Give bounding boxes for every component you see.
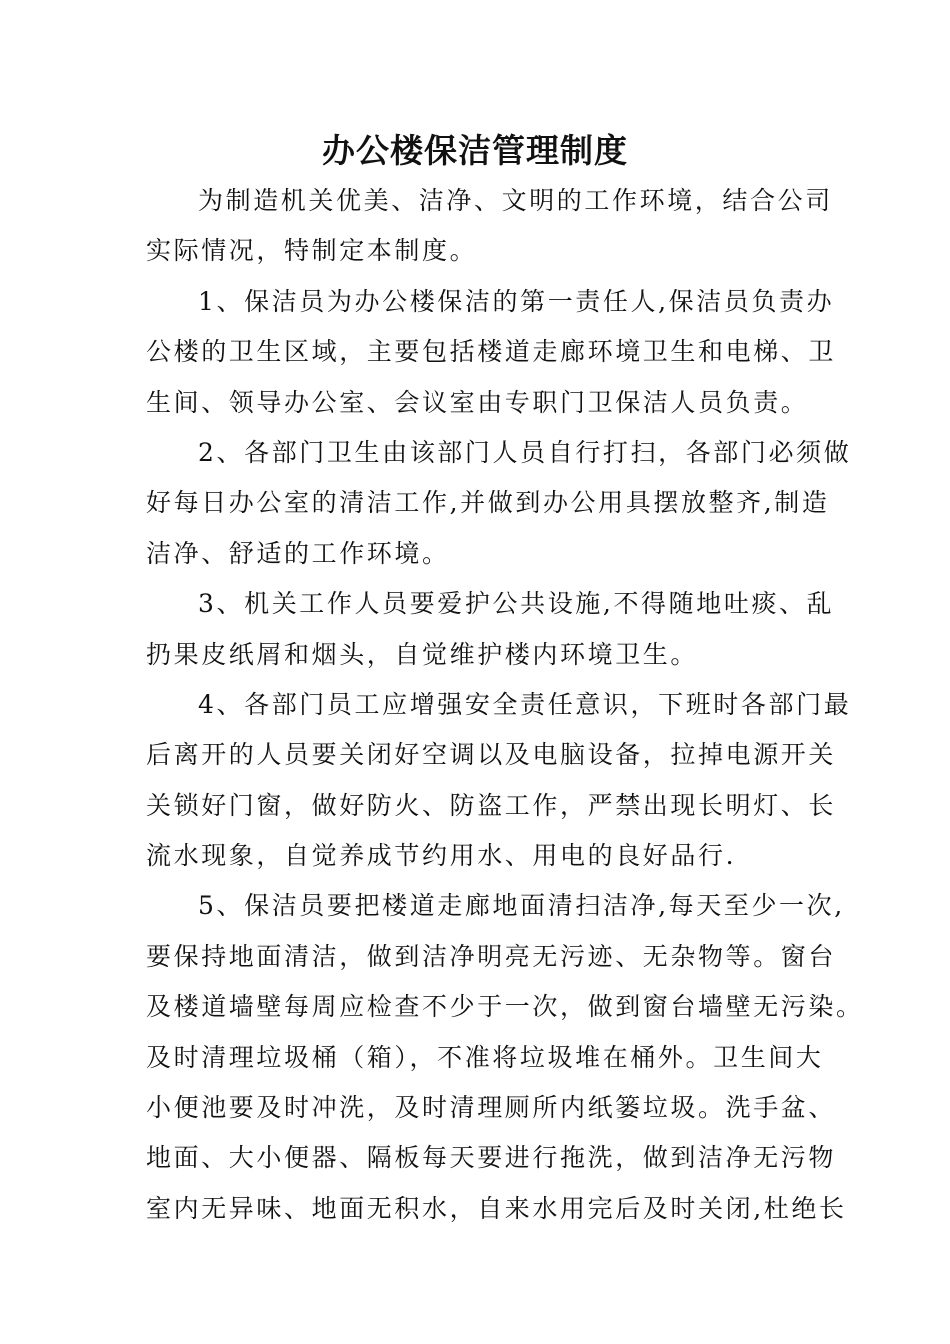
paragraph-line: 洁净、舒适的工作环境。 [146, 538, 450, 568]
paragraph-line: 扔果皮纸屑和烟头，自觉维护楼内环境卫生。 [146, 639, 699, 669]
paragraph-line: 3、机关工作人员要爱护公共设施,不得随地吐痰、乱 [198, 589, 835, 619]
paragraph-line: 公楼的卫生区域，主要包括楼道走廊环境卫生和电梯、卫 [146, 337, 837, 367]
paragraph-line: 4、各部门员工应增强安全责任意识，下班时各部门最 [198, 689, 852, 719]
paragraph-line: 实际情况，特制定本制度。 [146, 236, 478, 266]
paragraph-line: 2、各部门卫生由该部门人员自行打扫，各部门必须做 [198, 437, 852, 467]
paragraph-line: 流水现象，自觉养成节约用水、用电的良好品行. [146, 841, 737, 871]
document-body [146, 176, 864, 1234]
paragraph-line: 小便池要及时冲洗，及时清理厕所内纸篓垃圾。洗手盆、 [146, 1093, 837, 1123]
paragraph-line: 为制造机关优美、洁净、文明的工作环境，结合公司 [198, 186, 833, 215]
paragraph-line: 生间、领导办公室、会议室由专职门卫保洁人员负责。 [146, 387, 809, 417]
paragraph-line: 后离开的人员要关闭好空调以及电脑设备，拉掉电源开关 [146, 740, 837, 770]
paragraph-line: 及楼道墙壁每周应检查不少于一次，做到窗台墙壁无污染。 [146, 992, 864, 1022]
document-title: 办公楼保洁管理制度 [322, 131, 628, 170]
paragraph-line: 要保持地面清洁，做到洁净明亮无污迹、无杂物等。窗台 [146, 941, 837, 971]
paragraph-line: 室内无异味、地面无积水，自来水用完后及时关闭,杜绝长 [146, 1193, 847, 1223]
paragraph-line: 5、保洁员要把楼道走廊地面清扫洁净,每天至少一次, [198, 891, 845, 921]
paragraph-line: 1、保洁员为办公楼保洁的第一责任人,保洁员负责办 [198, 286, 835, 316]
paragraph-line: 关锁好门窗，做好防火、防盗工作，严禁出现长明灯、长 [146, 790, 837, 820]
paragraph-line: 地面、大小便器、隔板每天要进行拖洗，做到洁净无污物 [146, 1143, 837, 1173]
paragraph-line: 及时清理垃圾桶（箱），不准将垃圾堆在桶外。卫生间大 [146, 1042, 824, 1072]
paragraph-line: 好每日办公室的清洁工作,并做到办公用具摆放整齐,制造 [146, 488, 830, 518]
